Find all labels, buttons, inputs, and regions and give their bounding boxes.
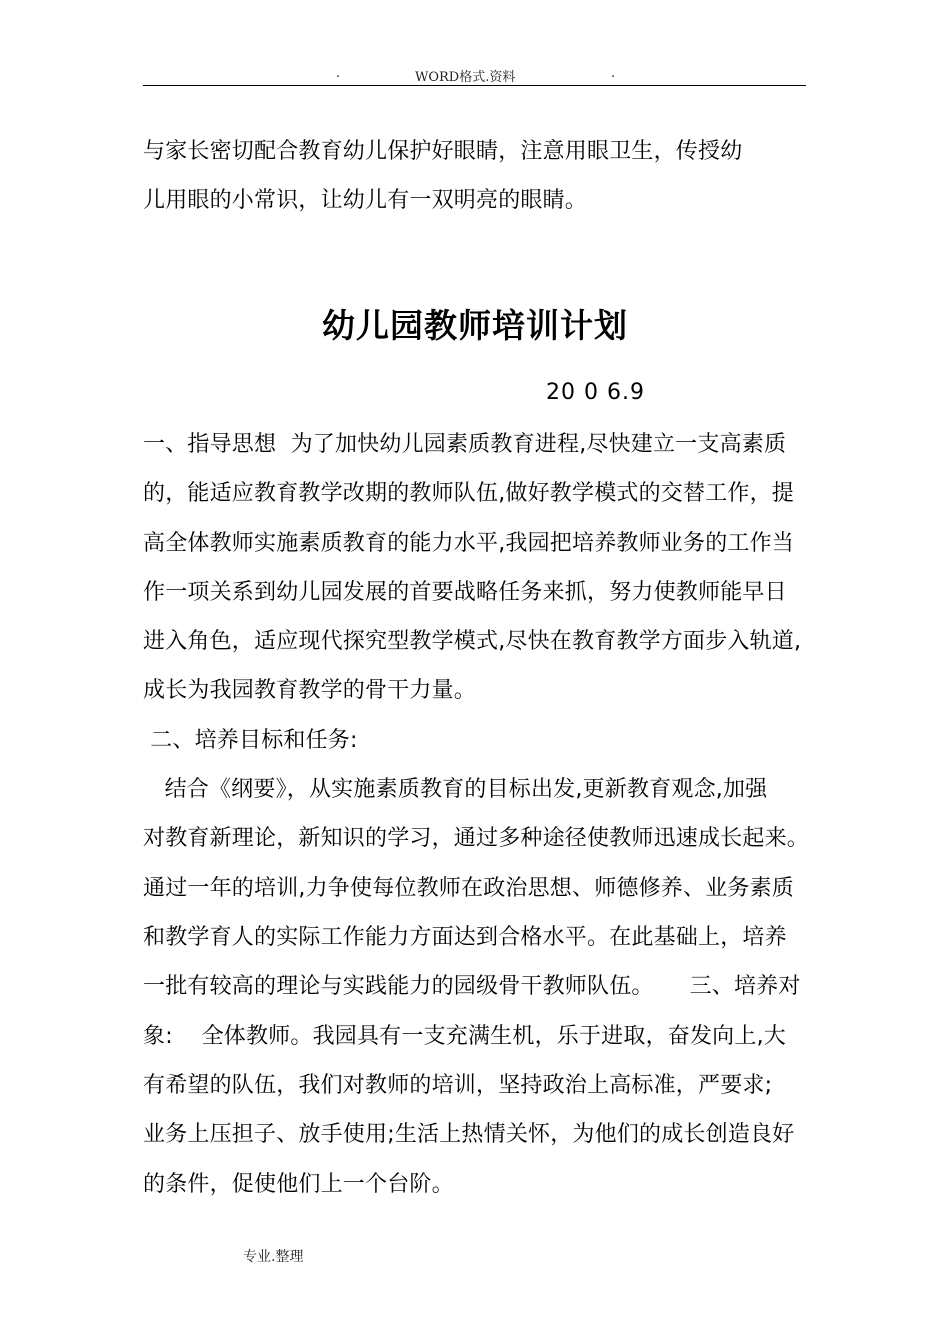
header-divider (143, 85, 806, 86)
page-header (143, 64, 806, 86)
body-line: 对教育新理论，新知识的学习，通过多种途径使教师迅速成长起来。 (143, 826, 810, 851)
body-line: 和教学育人的实际工作能力方面达到合格水平。在此基础上，培养 (143, 925, 787, 950)
body-line: 的，能适应教育教学改期的教师队伍,做好教学模式的交替工作，提 (143, 481, 794, 506)
intro-line: 与家长密切配合教育幼儿保护好眼睛，注意用眼卫生，传授幼 (143, 139, 743, 164)
document-title: 幼儿园教师培训计划 (322, 306, 628, 345)
page-footer: 专业.整理 (243, 1249, 304, 1265)
body-line: 进入角色，适应现代探究型教学模式,尽快在教育教学方面步入轨道, (143, 629, 802, 654)
body-line: 的条件，促使他们上一个台阶。 (143, 1172, 454, 1197)
header-right-mark: . (611, 66, 616, 81)
section-heading: 二、培养目标和任务: (143, 728, 358, 753)
header-title: WORD格式.资料 (415, 70, 516, 85)
intro-line: 儿用眼的小常识，让幼儿有一双明亮的眼睛。 (143, 188, 588, 213)
body-line: 结合《纲要》，从实施素质教育的目标出发,更新教育观念,加强 (143, 777, 768, 802)
body-line: 成长为我园教育教学的骨干力量。 (143, 678, 477, 703)
document-date: 20 0 6.9 (546, 380, 645, 405)
body-line: 高全体教师实施素质教育的能力水平,我园把培养教师业务的工作当 (143, 531, 794, 556)
body-line: 有希望的队伍，我们对教师的培训，坚持政治上高标准，严要求; (143, 1073, 773, 1098)
header-left-mark: . (336, 66, 341, 81)
body-line: 象: 全体教师。我园具有一支充满生机，乐于进取，奋发向上,大 (143, 1024, 786, 1049)
body-line: 业务上压担子、放手使用;生活上热情关怀，为他们的成长创造良好 (143, 1122, 795, 1147)
body-line: 通过一年的培训,力争使每位教师在政治思想、师德修养、业务素质 (143, 876, 794, 901)
body-line: 一批有较高的理论与实践能力的园级骨干教师队伍。 三、培养对 (143, 974, 801, 999)
body-line: 一、指导思想 为了加快幼儿园素质教育进程,尽快建立一支高素质 (143, 432, 787, 457)
body-line: 作一项关系到幼儿园发展的首要战略任务来抓，努力使教师能早日 (143, 580, 787, 605)
